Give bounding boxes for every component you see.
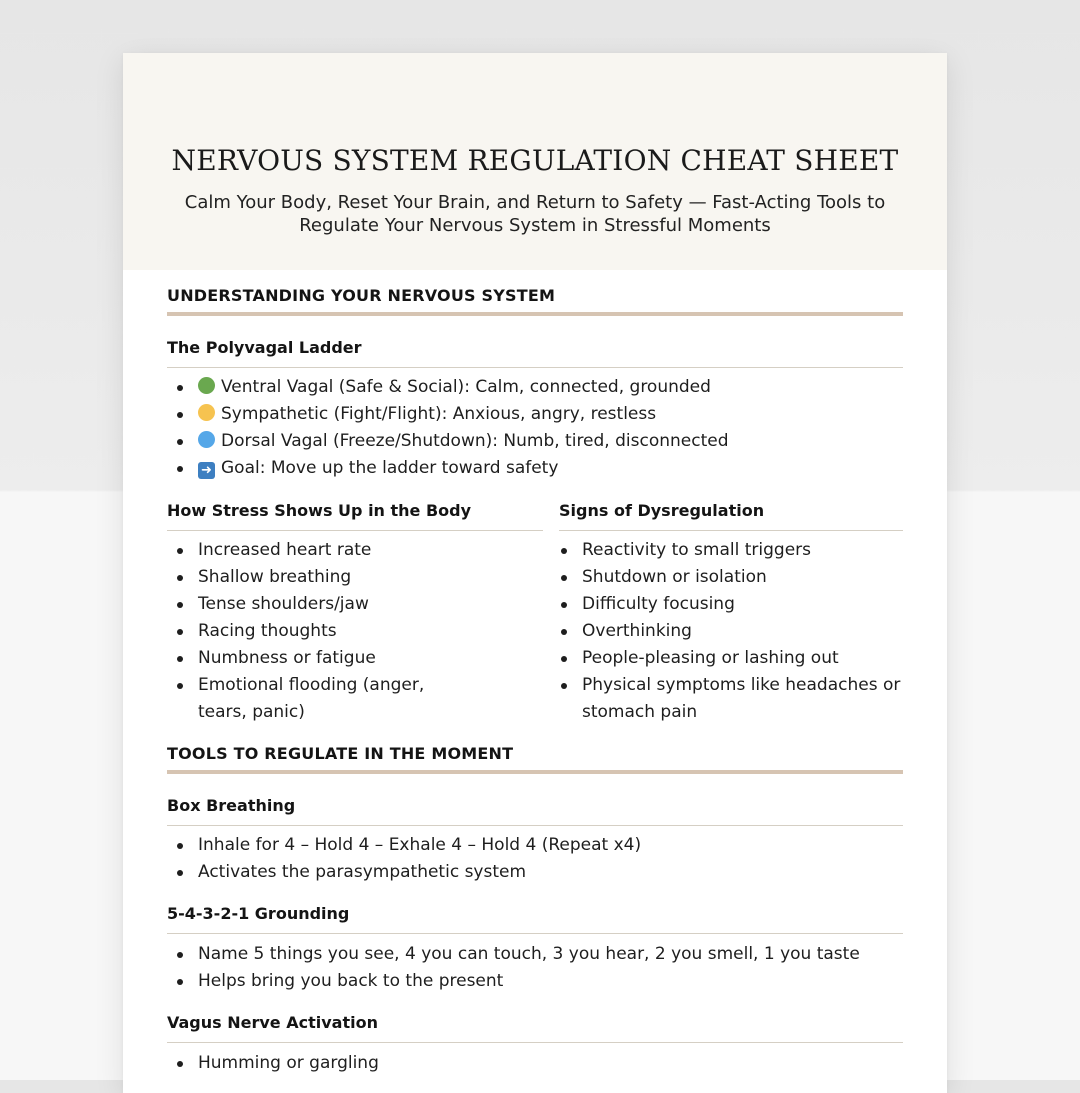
subheading-dysregulation: Signs of Dysregulation: [559, 501, 765, 520]
list-item: Racing thoughts: [167, 618, 447, 645]
list-item: Ventral Vagal (Safe & Social): Calm, connected, grounded: [167, 374, 903, 401]
list-item: Emotional flooding (anger, tears, panic): [167, 672, 447, 726]
subheading-stress-body: How Stress Shows Up in the Body: [167, 501, 472, 520]
grounding-list: [167, 941, 903, 995]
subheading-vagus-nerve: Vagus Nerve Activation: [167, 1013, 378, 1032]
list-item: Shallow breathing: [167, 564, 447, 591]
list-item: Humming or gargling: [167, 1050, 903, 1077]
subheading-divider: [559, 530, 903, 531]
list-item: Sympathetic (Fight/Flight): Anxious, angry, restless: [167, 401, 903, 428]
subheading-divider: [167, 825, 903, 826]
blue-circle-icon: [198, 431, 215, 448]
green-circle-icon: [198, 377, 215, 394]
subheading-divider: [167, 933, 903, 934]
section-heading-tools: TOOLS TO REGULATE IN THE MOMENT: [167, 744, 514, 763]
box-breathing-list: [167, 832, 903, 886]
subheading-divider: [167, 367, 903, 368]
list-item: Helps bring you back to the present: [167, 968, 903, 995]
list-item: Numbness or fatigue: [167, 645, 447, 672]
stress-body-list: [167, 537, 447, 726]
polyvagal-list: [167, 374, 903, 482]
list-item: Physical symptoms like headaches or stomach pain: [551, 672, 903, 726]
list-item: People-pleasing or lashing out: [551, 645, 903, 672]
subheading-divider: [167, 530, 543, 531]
dysregulation-list: [551, 537, 903, 726]
page-title: NERVOUS SYSTEM REGULATION CHEAT SHEET: [171, 144, 899, 177]
list-item: Difficulty focusing: [551, 591, 903, 618]
list-item: Activates the parasympathetic system: [167, 859, 903, 886]
yellow-circle-icon: [198, 404, 215, 421]
section-divider: [167, 770, 903, 774]
page-subtitle: Calm Your Body, Reset Your Brain, and Return to Safety — Fast-Acting Tools to Regulate Your Nervous System in Stressful Moments: [184, 192, 886, 236]
list-item: Overthinking: [551, 618, 903, 645]
right-arrow-icon: ➜: [198, 462, 215, 479]
section-heading-understanding: UNDERSTANDING YOUR NERVOUS SYSTEM: [167, 286, 556, 305]
list-item: Inhale for 4 – Hold 4 – Exhale 4 – Hold 4 (Repeat x4): [167, 832, 903, 859]
subheading-grounding: 5-4-3-2-1 Grounding: [167, 904, 350, 923]
subheading-box-breathing: Box Breathing: [167, 796, 296, 815]
header-banner: [123, 53, 947, 270]
subheading-polyvagal-ladder: The Polyvagal Ladder: [167, 338, 362, 357]
vagus-nerve-list: [167, 1050, 903, 1077]
list-item: Tense shoulders/jaw: [167, 591, 447, 618]
cheat-sheet-page: [123, 53, 947, 1093]
subheading-divider: [167, 1042, 903, 1043]
section-divider: [167, 312, 903, 316]
list-item: Name 5 things you see, 4 you can touch, 3 you hear, 2 you smell, 1 you taste: [167, 941, 903, 968]
list-item: Reactivity to small triggers: [551, 537, 903, 564]
list-item: Shutdown or isolation: [551, 564, 903, 591]
list-item: Dorsal Vagal (Freeze/Shutdown): Numb, tired, disconnected: [167, 428, 903, 455]
list-item: ➜ Goal: Move up the ladder toward safety: [167, 455, 903, 482]
list-item: Increased heart rate: [167, 537, 447, 564]
